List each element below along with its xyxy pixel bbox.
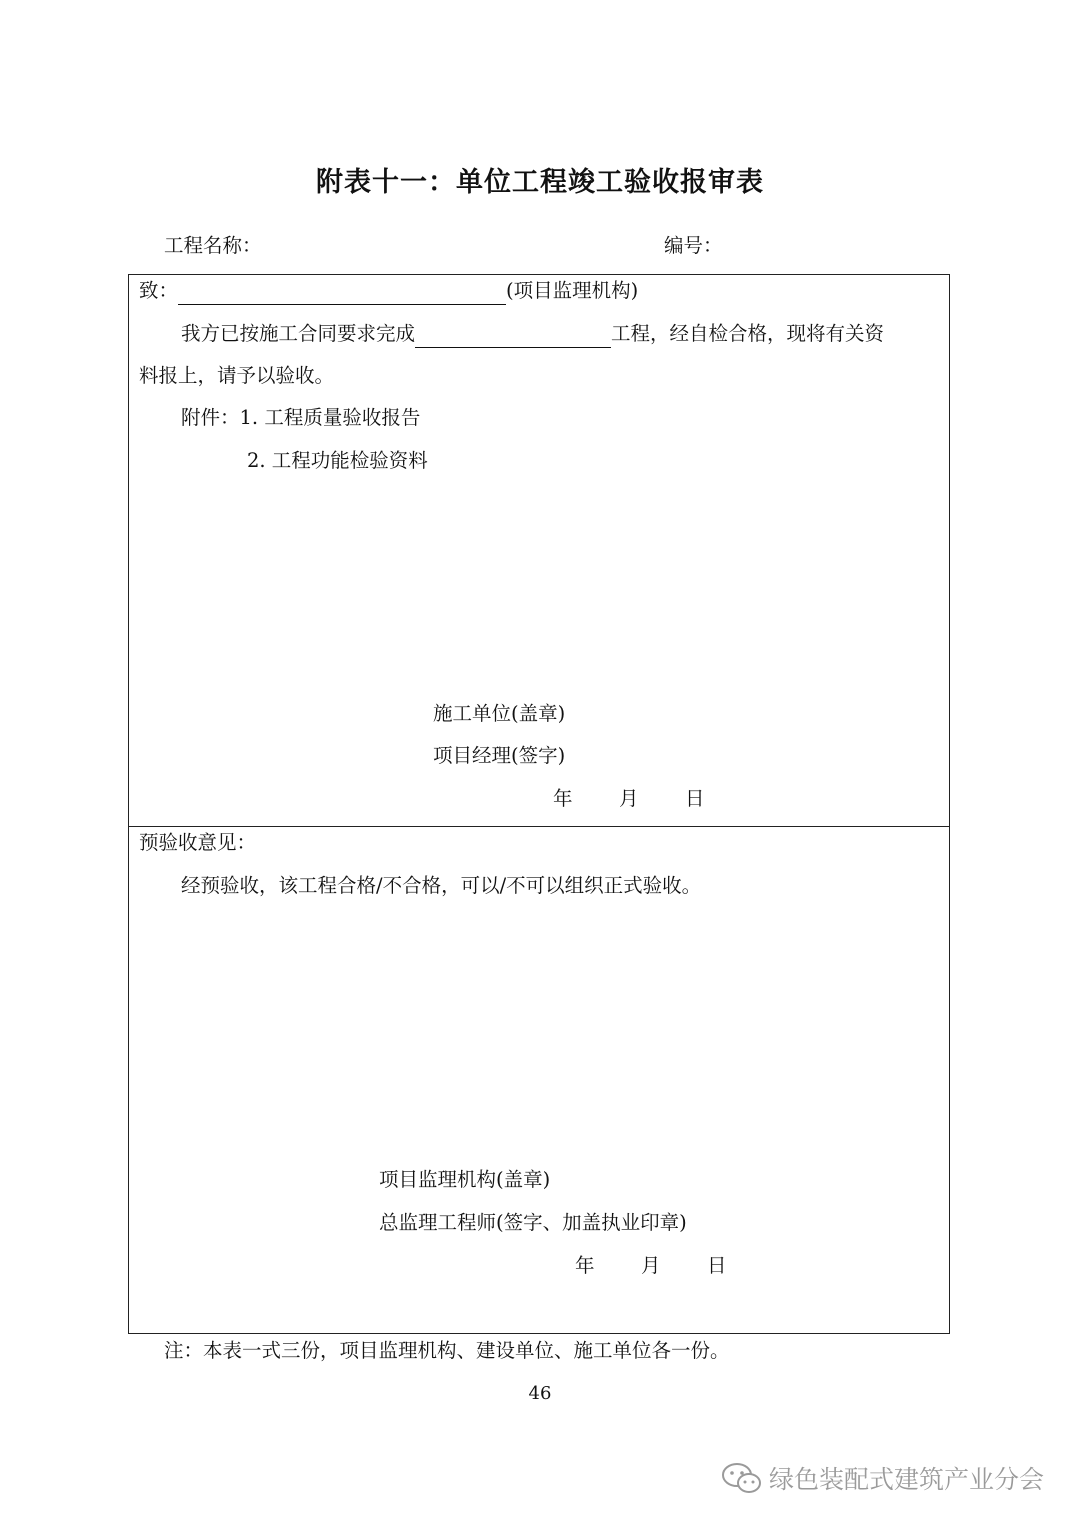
date-year-2: 年 <box>575 1254 595 1277</box>
date-day-2: 日 <box>707 1254 727 1277</box>
attachment-1 <box>181 404 420 432</box>
number-label: 编号： <box>664 234 723 257</box>
section-divider <box>129 826 949 827</box>
wechat-icon <box>721 1461 763 1495</box>
attachment-label: 附件： <box>181 406 240 429</box>
sign-chief-engineer: 总监理工程师(签字、加盖执业印章) <box>379 1211 687 1234</box>
body-line-1-end: 工程，经自检合格，现将有关资 <box>611 322 885 345</box>
project-blank[interactable] <box>415 325 611 348</box>
attachment-2: 2. 工程功能检验资料 <box>247 449 428 472</box>
footnote: 注：本表一式三份，项目监理机构、建设单位、施工单位各一份。 <box>164 1339 730 1362</box>
sign-supervision-org: 项目监理机构(盖章) <box>379 1168 551 1191</box>
watermark-text: 绿色装配式建筑产业分会 <box>768 1465 1044 1494</box>
attachment-1-text: 1. 工程质量验收报告 <box>239 406 421 429</box>
page-number: 46 <box>528 1383 552 1404</box>
pre-acceptance-opinion: 经预验收，该工程合格/不合格，可以/不可以组织正式验收。 <box>181 874 702 897</box>
to-prefix: 致： <box>139 279 179 302</box>
to-suffix: (项目监理机构) <box>506 279 639 302</box>
sign-construction-unit: 施工单位(盖章) <box>433 702 566 725</box>
date-day: 日 <box>685 787 705 810</box>
project-name-label: 工程名称： <box>164 234 262 257</box>
date-month: 月 <box>619 787 639 810</box>
to-line <box>139 277 638 305</box>
supervision-org-blank[interactable] <box>178 282 506 305</box>
date-year: 年 <box>553 787 573 810</box>
body-line-1-start: 我方已按施工合同要求完成 <box>181 322 416 345</box>
sign-project-manager: 项目经理(签字) <box>433 744 566 767</box>
form-table <box>128 274 950 1334</box>
page-title: 附表十一：单位工程竣工验收报审表 <box>316 167 764 198</box>
body-line-1 <box>181 320 884 348</box>
body-line-2: 料报上，请予以验收。 <box>139 364 335 387</box>
pre-acceptance-heading: 预验收意见： <box>139 831 257 854</box>
date-month-2: 月 <box>641 1254 661 1277</box>
watermark <box>721 1460 1044 1496</box>
